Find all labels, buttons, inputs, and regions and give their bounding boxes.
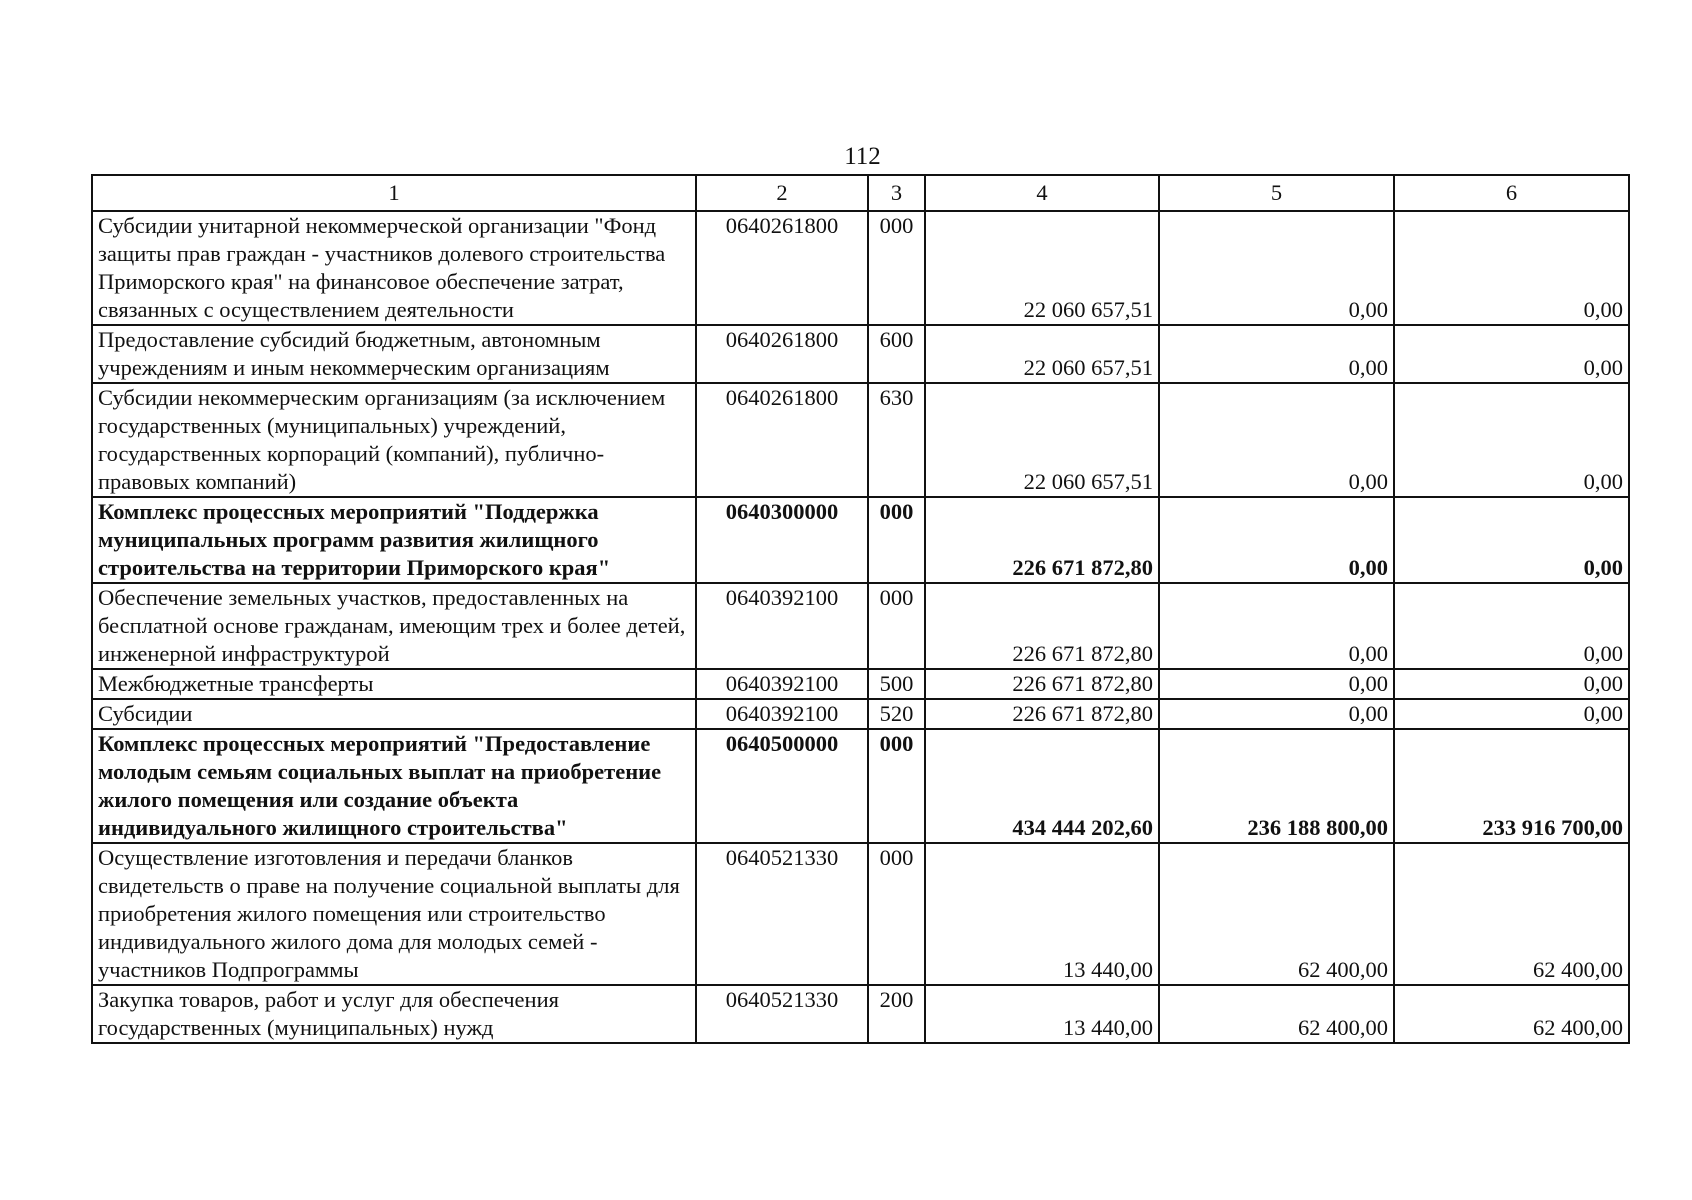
table-row	[92, 583, 1629, 669]
row-name-cell: Комплекс процессных мероприятий "Предоставление молодым семьям социальных выплат на приобретение жилого помещения или создание объекта индивидуального жилищного строительства"	[92, 729, 696, 843]
row-amount-cell: 0,00	[1394, 497, 1629, 583]
row-amount-cell: 22 060 657,51	[925, 325, 1159, 383]
table-row	[92, 669, 1629, 699]
row-amount-cell: 22 060 657,51	[925, 211, 1159, 325]
row-amount-cell: 0,00	[1159, 699, 1394, 729]
column-header: 2	[696, 175, 868, 211]
budget-table	[91, 174, 1630, 1044]
row-amount-cell: 13 440,00	[925, 843, 1159, 985]
page-number: 112	[844, 143, 881, 170]
row-amount-cell: 0,00	[1159, 583, 1394, 669]
row-amount-cell: 0,00	[1159, 211, 1394, 325]
row-amount-cell: 22 060 657,51	[925, 383, 1159, 497]
column-header: 5	[1159, 175, 1394, 211]
row-amount-cell: 62 400,00	[1394, 843, 1629, 985]
row-type-cell: 520	[868, 699, 925, 729]
column-header: 4	[925, 175, 1159, 211]
row-type-cell: 600	[868, 325, 925, 383]
row-type-cell: 000	[868, 583, 925, 669]
table-row	[92, 383, 1629, 497]
row-amount-cell: 62 400,00	[1159, 985, 1394, 1043]
row-amount-cell: 0,00	[1394, 699, 1629, 729]
row-type-cell: 000	[868, 729, 925, 843]
row-amount-cell: 233 916 700,00	[1394, 729, 1629, 843]
row-amount-cell: 13 440,00	[925, 985, 1159, 1043]
row-amount-cell: 226 671 872,80	[925, 699, 1159, 729]
row-type-cell: 200	[868, 985, 925, 1043]
row-code-cell: 0640392100	[696, 699, 868, 729]
column-header: 3	[868, 175, 925, 211]
row-name-cell: Комплекс процессных мероприятий "Поддержка муниципальных программ развития жилищного строительства на территории Приморского края"	[92, 497, 696, 583]
row-amount-cell: 62 400,00	[1159, 843, 1394, 985]
row-type-cell: 630	[868, 383, 925, 497]
row-amount-cell: 226 671 872,80	[925, 583, 1159, 669]
row-amount-cell: 434 444 202,60	[925, 729, 1159, 843]
row-type-cell: 000	[868, 211, 925, 325]
row-code-cell: 0640500000	[696, 729, 868, 843]
row-type-cell: 500	[868, 669, 925, 699]
row-name-cell: Субсидии некоммерческим организациям (за исключением государственных (муниципальных) учреждений, государственных корпораций (компаний), публично-правовых компаний)	[92, 383, 696, 497]
row-type-cell: 000	[868, 843, 925, 985]
row-name-cell: Предоставление субсидий бюджетным, автономным учреждениям и иным некоммерческим организациям	[92, 325, 696, 383]
row-name-cell: Осуществление изготовления и передачи бланков свидетельств о праве на получение социальной выплаты для приобретения жилого помещения или строительство индивидуального жилого дома для молодых семей - участников Подпрограммы	[92, 843, 696, 985]
row-amount-cell: 62 400,00	[1394, 985, 1629, 1043]
table-row	[92, 497, 1629, 583]
row-amount-cell: 0,00	[1159, 669, 1394, 699]
row-code-cell: 0640261800	[696, 211, 868, 325]
row-amount-cell: 0,00	[1394, 211, 1629, 325]
row-amount-cell: 0,00	[1159, 325, 1394, 383]
row-name-cell: Межбюджетные трансферты	[92, 669, 696, 699]
row-amount-cell: 0,00	[1159, 497, 1394, 583]
row-code-cell: 0640261800	[696, 325, 868, 383]
row-amount-cell: 0,00	[1394, 325, 1629, 383]
table-row	[92, 325, 1629, 383]
row-amount-cell: 0,00	[1394, 669, 1629, 699]
table-header-row	[92, 175, 1629, 211]
row-code-cell: 0640392100	[696, 583, 868, 669]
row-amount-cell: 0,00	[1159, 383, 1394, 497]
row-code-cell: 0640521330	[696, 985, 868, 1043]
row-code-cell: 0640300000	[696, 497, 868, 583]
row-code-cell: 0640392100	[696, 669, 868, 699]
row-type-cell: 000	[868, 497, 925, 583]
table-row	[92, 843, 1629, 985]
row-amount-cell: 0,00	[1394, 383, 1629, 497]
table-row	[92, 985, 1629, 1043]
row-name-cell: Обеспечение земельных участков, предоставленных на бесплатной основе гражданам, имеющим трех и более детей, инженерной инфраструктурой	[92, 583, 696, 669]
row-code-cell: 0640521330	[696, 843, 868, 985]
table-row	[92, 699, 1629, 729]
row-amount-cell: 0,00	[1394, 583, 1629, 669]
row-name-cell: Субсидии	[92, 699, 696, 729]
row-amount-cell: 236 188 800,00	[1159, 729, 1394, 843]
row-name-cell: Субсидии унитарной некоммерческой организации "Фонд защиты прав граждан - участников долевого строительства Приморского края" на финансовое обеспечение затрат, связанных с осуществлением деятельности	[92, 211, 696, 325]
row-code-cell: 0640261800	[696, 383, 868, 497]
table-row	[92, 211, 1629, 325]
column-header: 1	[92, 175, 696, 211]
column-header: 6	[1394, 175, 1629, 211]
table-row	[92, 729, 1629, 843]
row-amount-cell: 226 671 872,80	[925, 497, 1159, 583]
row-amount-cell: 226 671 872,80	[925, 669, 1159, 699]
row-name-cell: Закупка товаров, работ и услуг для обеспечения государственных (муниципальных) нужд	[92, 985, 696, 1043]
